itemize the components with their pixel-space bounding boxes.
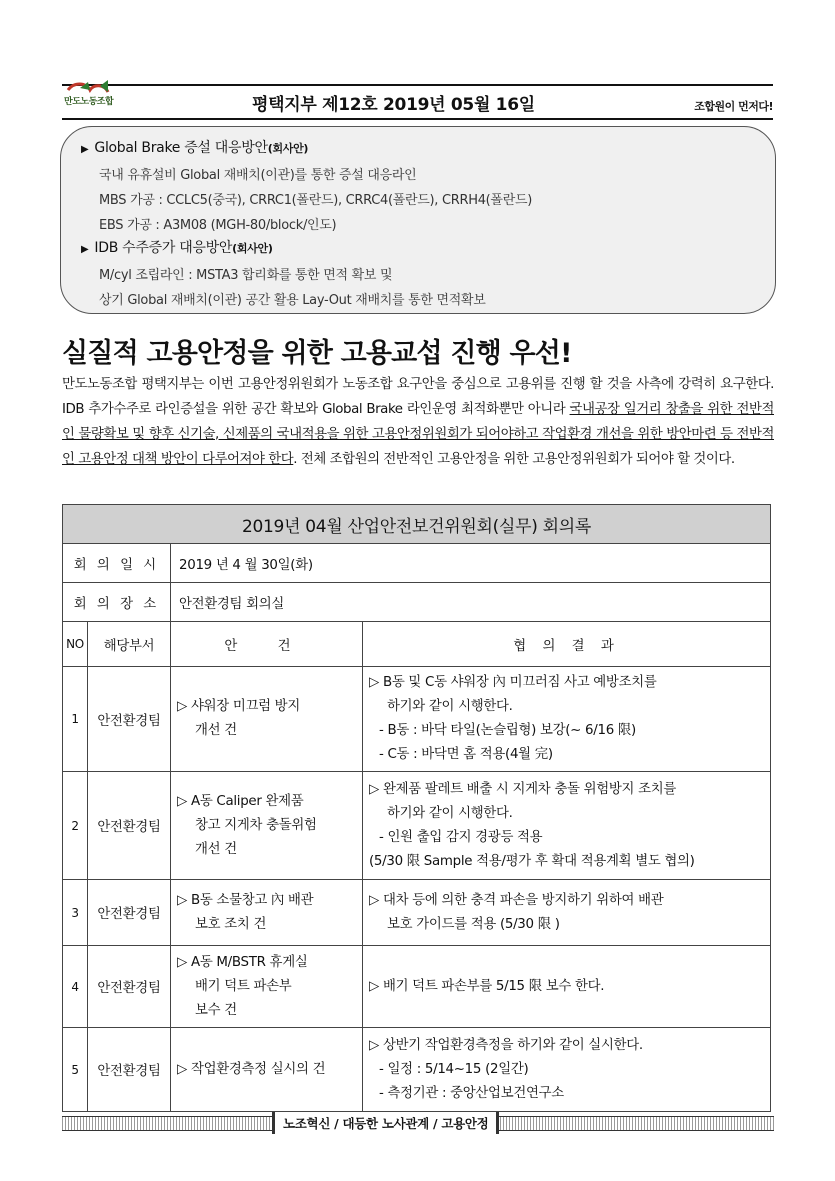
triangle-bullet-icon: ▶ (81, 144, 89, 155)
newsletter-header (62, 76, 773, 126)
row-result: ▷ 대차 등에 의한 충격 파손을 방지하기 위하여 배관 보호 가이드를 적용 (5/30 限 ) (363, 880, 771, 946)
header-bottom-rule (62, 118, 773, 120)
box-bullet-idb: ▶ IDB 수주증가 대응방안(회사안) (81, 240, 273, 256)
box-bullet-global-brake: ▶ Global Brake 증설 대응방안(회사안) (81, 140, 309, 156)
article-body: 만도노동조합 평택지부는 이번 고용안정위원회가 노동조합 요구안을 중심으로 고용위를 진행 할 것을 사측에 강력히 요구한다. IDB 추가수주로 라인증설을 위한 공간 확보와 Global Brake 라인운영 최적화뿐만 아니라 국내공장 일거리 창출을 위한 전반적인 물량확보 및 향후 신기술, 신제품의 국내적용을 위한 고용안정위원회가 되어야하고 작업환경 개선을 위한 방안마련 등 전반적인 고용안정 대책 방안이 다루어져야 한다. 전체 조합원의 전반적인 고용안정을 위한 고용안정위원회가 되어야 할 것이다. (62, 377, 774, 467)
row-no: 3 (63, 880, 88, 946)
row-result: ▷ 완제품 팔레트 배출 시 지게차 충돌 위험방지 조치를 하기와 같이 시행한다. - 인원 출입 감지 경광등 적용 (5/30 限 Sample 적용/평가 후 확대 적용계획 별도 협의) (363, 772, 771, 880)
row-agenda: ▷ 작업환경측정 실시의 건 (171, 1028, 363, 1112)
row-agenda: ▷ A동 Caliper 완제품 창고 지게차 충돌위험 개선 건 (171, 772, 363, 880)
issue-title: 평택지부 제12호 2019년 05월 16일 (252, 95, 535, 115)
box-line: 국내 유휴설비 Global 재배치(이관)를 통한 증설 대응라인 (99, 168, 417, 183)
triangle-bullet-icon: ▶ (81, 244, 89, 255)
row-result: ▷ 배기 덕트 파손부를 5/15 限 보수 한다. (363, 946, 771, 1028)
meeting-date-value: 2019 년 4 월 30일(화) (171, 544, 771, 583)
row-no: 2 (63, 772, 88, 880)
table-row (63, 772, 771, 880)
header-top-rule (62, 84, 773, 86)
row-result: ▷ 상반기 작업환경측정을 하기와 같이 실시한다. - 일정 : 5/14~15 (2일간) - 측정기관 : 중앙산업보건연구소 (363, 1028, 771, 1112)
meeting-place-label: 회 의 장 소 (63, 583, 171, 622)
row-dept: 안전환경팀 (88, 667, 171, 772)
union-logo (60, 80, 116, 112)
row-no: 1 (63, 667, 88, 772)
emphasis-text: 국내공장 일거리 창출을 위한 전반적인 물량확보 및 향후 신기술, 신제품의 국내적용을 위한 고용안정위원회가 되어야하고 작업환경 개선을 위한 방안마련 등 전반적인 고용안정 대책 방안이 다루어져야 한다 (62, 402, 774, 467)
row-dept: 안전환경팀 (88, 1028, 171, 1112)
meeting-place-value: 안전환경팀 회의실 (171, 583, 771, 622)
box-line: EBS 가공 : A3M08 (MGH-80/block/인도) (99, 218, 337, 233)
row-no: 5 (63, 1028, 88, 1112)
col-header-no: NO (63, 622, 88, 667)
table-row (63, 880, 771, 946)
row-dept: 안전환경팀 (88, 946, 171, 1028)
col-header-agenda: 안 건 (171, 622, 363, 667)
box-line: MBS 가공 : CCLC5(중국), CRRC1(폴란드), CRRC4(폴란드), CRRH4(폴란드) (99, 193, 532, 208)
header-slogan: 조합원이 먼저다! (694, 100, 773, 113)
col-header-dept: 해당부서 (88, 622, 171, 667)
row-agenda: ▷ B동 소물창고 內 배관 보호 조치 건 (171, 880, 363, 946)
plan-summary-box (60, 126, 776, 314)
row-agenda: ▷ A동 M/BSTR 휴게실 배기 덕트 파손부 보수 건 (171, 946, 363, 1028)
newsletter-footer (62, 1112, 774, 1134)
col-header-result: 협 의 결 과 (363, 622, 771, 667)
table-row (63, 667, 771, 772)
table-row (63, 946, 771, 1028)
table-row (63, 1028, 771, 1112)
logo-text: 만도노동조합 (64, 96, 114, 106)
footer-slogan: 노조혁신 / 대등한 노사관계 / 고용안정 (272, 1112, 499, 1134)
row-dept: 안전환경팀 (88, 772, 171, 880)
meeting-date-label: 회 의 일 시 (63, 544, 171, 583)
minutes-table (62, 504, 770, 1112)
row-no: 4 (63, 946, 88, 1028)
row-result: ▷ B동 및 C동 샤워장 內 미끄러짐 사고 예방조치를 하기와 같이 시행한다. - B동 : 바닥 타일(논슬립형) 보강(~ 6/16 限) - C동 : 바닥면 홈 적용(4월 完) (363, 667, 771, 772)
article-headline: 실질적 고용안정을 위한 고용교섭 진행 우선! (62, 338, 572, 369)
box-line: 상기 Global 재배치(이관) 공간 활용 Lay-Out 재배치를 통한 면적확보 (99, 293, 486, 308)
table-title: 2019년 04월 산업안전보건위원회(실무) 회의록 (63, 505, 771, 544)
box-line: M/cyl 조립라인 : MSTA3 합리화를 통한 면적 확보 및 (99, 268, 393, 283)
row-agenda: ▷ 샤워장 미끄럼 방지 개선 건 (171, 667, 363, 772)
row-dept: 안전환경팀 (88, 880, 171, 946)
